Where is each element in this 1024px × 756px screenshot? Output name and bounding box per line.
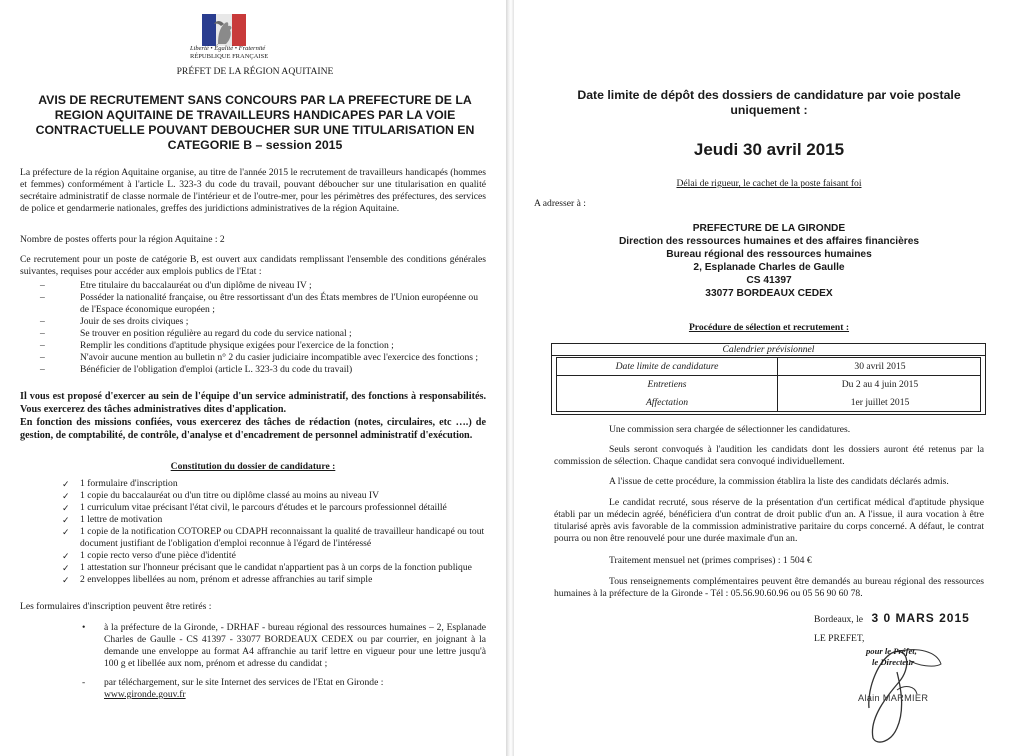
condition-item: – Jouir de ses droits civiques ; — [40, 316, 189, 327]
calendar-row — [557, 358, 980, 376]
piece-item: ✓ 1 copie de la notification COTOREP ou CDAPH reconnaissant la qualité de travailleur handicapé ou tout document justifiant de l'obligation d'emploi reconnue à l'égard de l'intéressé — [62, 526, 485, 549]
checkmark-icon: ✓ — [62, 575, 70, 585]
signature-date — [814, 612, 1014, 626]
condition-item: – Remplir les conditions d'aptitude physique exigées pour l'exercice de la fonction ; — [40, 340, 394, 351]
dash-icon: – — [40, 328, 45, 339]
right-page — [514, 0, 1024, 756]
dossier-heading: Constitution du dossier de candidature : — [170, 461, 336, 472]
checkmark-icon: ✓ — [62, 527, 70, 537]
prefet-heading: PRÉFET DE LA RÉGION AQUITAINE — [176, 66, 334, 77]
piece-item: ✓ 1 copie du baccalauréat ou d'un titre ou diplôme classé au moins au niveau IV — [62, 490, 380, 501]
admission-text: A l'issue de cette procédure, la commission établira la liste des candidats déclarés admis. — [609, 476, 949, 487]
logo-motto: Liberté • Égalité • Fraternité — [190, 45, 266, 52]
calendar-title: Calendrier prévisionnel — [722, 344, 815, 355]
dash-icon: – — [40, 316, 45, 327]
deadline-title: Date limite de dépôt des dossiers de candidature par voie postale uniquement : — [577, 88, 961, 117]
checkmark-icon: ✓ — [62, 479, 70, 489]
notice-title: AVIS DE RECRUTEMENT SANS CONCOURS PAR LA PREFECTURE DE LA REGION AQUITAINE DE TRAVAILLEURS HANDICAPES PAR LA VOIE CONTRACTUELLE POUVANT DEBOUCHER SUR UNE TITULARISATION EN CATEGORIE B – session 2015 — [35, 93, 475, 152]
condition-item: – N'avoir aucune mention au bulletin n° 2 du casier judiciaire incompatible avec l'exercice des fonctions ; — [40, 352, 479, 363]
recruitment-lead: Ce recrutement pour un poste de catégorie B, est ouvert aux candidats remplissant l'ensemble des conditions générales suivantes, requises pour accéder aux emplois publics de l'Etat : — [20, 254, 486, 277]
deadline-note: Délai de rigueur, le cachet de la poste faisant foi — [676, 178, 862, 189]
pieces-list — [20, 478, 486, 586]
contract-text: Le candidat recruté, sous réserve de la présentation d'un certificat médical d'aptitude physique établi par un médecin agréé, bénéficiera d'un contrat de droit public d'un an. A l'issue, il aura vocation à être titularisé après avis favorable de la commission administrative paritaire du corps concerné. A défaut, le contrat pourra ou non être renouvelé pour une durée maximale d'un an. — [554, 497, 984, 544]
calendar-label: Entretiens — [647, 379, 687, 390]
calendar-label: Affectation — [645, 397, 689, 408]
marianne-logo-icon — [202, 14, 246, 46]
condition-item: – Bénéficier de l'obligation d'emploi (article L. 323-3 du code du travail) — [40, 364, 353, 375]
website-link[interactable]: www.gironde.gouv.fr — [104, 689, 186, 700]
audition-text: Seuls seront convoqués à l'audition les candidats dont les dossiers auront été retenus par la commission de sélection. Chaque candidat sera convoqué individuellement. — [554, 444, 984, 467]
condition-item: – Se trouver en position régulière au regard du code du service national ; — [40, 328, 352, 339]
job-description-p2: En fonction des missions confiées, vous exercerez des tâches de rédaction (notes, circulaires, etc ….) de gestion, de comptabilité, de contrôle, d'analyse et d'encadrement de personnel administratif d'exécution. — [20, 417, 486, 441]
calendar-header — [552, 344, 985, 356]
retrait-item-download: - par téléchargement, sur le site Internet des services de l'Etat en Gironde : www.gironde.gouv.fr — [82, 677, 384, 700]
calendar-body — [556, 357, 981, 412]
positions-count: Nombre de postes offerts pour la région Aquitaine : 2 — [20, 234, 225, 245]
address-block — [554, 222, 984, 300]
piece-item: ✓ 2 enveloppes libellées au nom, prénom et adresse affranchies au tarif simple — [62, 574, 373, 585]
logo-republique: RÉPUBLIQUE FRANÇAISE — [190, 53, 269, 60]
job-description — [20, 390, 486, 442]
address-line: PREFECTURE DE LA GIRONDE — [692, 223, 846, 234]
address-lead: A adresser à : — [534, 198, 586, 209]
piece-item: ✓ 1 copie recto verso d'une pièce d'identité — [62, 550, 236, 561]
dash-icon: – — [40, 292, 45, 303]
calendar-label: Date limite de candidature — [615, 361, 719, 372]
address-line: 2, Esplanade Charles de Gaulle — [693, 262, 845, 273]
deadline-date: Jeudi 30 avril 2015 — [693, 140, 845, 159]
calendar-value: Du 2 au 4 juin 2015 — [841, 379, 919, 390]
address-line: Bureau régional des ressources humaines — [666, 249, 872, 260]
calendar-value: 1er juillet 2015 — [850, 397, 910, 408]
calendar-table — [551, 343, 986, 415]
bullet-icon: • — [82, 622, 86, 633]
delegation-line: pour le Préfet, — [866, 646, 917, 656]
piece-item: ✓ 1 curriculum vitae précisant l'état civil, le parcours d'études et le parcours professionnel détaillé — [62, 502, 447, 513]
intro-paragraph: La préfecture de la région Aquitaine organise, au titre de l'année 2015 le recrutement de travailleurs handicapés (hommes et femmes) conformément à l'article L. 323-3 du code du travail, pouvant déboucher sur une titularisation en qualité secrétaire administratif de classe normale de l'intérieur et de l'outre-mer, pour les périmètres des préfectures, des services de police et gendarmerie nationales, greffes des juridictions administratives de la région Aquitaine. — [20, 167, 486, 214]
dash-icon: – — [40, 280, 45, 291]
forms-lead: Les formulaires d'inscription peuvent être retirés : — [20, 601, 212, 612]
retrait-list — [20, 622, 486, 701]
checkmark-icon: ✓ — [62, 515, 70, 525]
dash-icon: – — [40, 352, 45, 363]
left-page — [0, 0, 506, 756]
bullet-icon: - — [82, 677, 86, 688]
job-description-p1: Il vous est proposé d'exercer au sein de l'équipe d'un service administratif, des fonctions à responsabilités. Vous exercerez des tâches administratives dites d'application. — [20, 391, 486, 415]
calendar-row — [557, 394, 980, 412]
piece-item: ✓ 1 lettre de motivation — [62, 514, 163, 525]
address-line: CS 41397 — [746, 275, 792, 286]
retrait-item-prefecture: • à la préfecture de la Gironde, - DRHAF - bureau régional des ressources humaines – 2, Esplanade Charles de Gaulle - CS 41397 - 33077 BORDEAUX CEDEX ou par courrier, en joignant à la demande une enveloppe au format A4 affranchie au tarif lettre en vigueur pour une lettre jusqu'à 100 g et libellée aux nom, prénom et adresse du candidat ; — [82, 622, 486, 669]
address-line: Direction des ressources humaines et des affaires financières — [618, 236, 920, 247]
logo-caption — [190, 45, 320, 61]
address-line: 33077 BORDEAUX CEDEX — [705, 288, 833, 299]
checkmark-icon: ✓ — [62, 551, 70, 561]
contact-text: Tous renseignements complémentaires peuvent être demandés au bureau régional des ressources humaines à la préfecture de la Gironde - Tél : 05.56.90.60.96 ou 05 56 90 60 78. — [554, 576, 984, 599]
dash-icon: – — [40, 364, 45, 375]
calendar-value: 30 avril 2015 — [854, 361, 906, 372]
prefet-label: LE PREFET, — [814, 633, 865, 644]
date-stamp: 3 0 MARS 2015 — [871, 611, 970, 625]
calendar-row — [557, 376, 980, 394]
director-line: le Directeur — [872, 657, 915, 667]
signatory-name: Alain MARMIER — [858, 693, 929, 703]
piece-item: ✓ 1 formulaire d'inscription — [62, 478, 178, 489]
condition-item: – Etre titulaire du baccalauréat ou d'un diplôme de niveau IV ; — [40, 280, 312, 291]
dash-icon: – — [40, 340, 45, 351]
checkmark-icon: ✓ — [62, 503, 70, 513]
checkmark-icon: ✓ — [62, 563, 70, 573]
place-label: Bordeaux, le — [814, 614, 864, 625]
procedure-heading: Procédure de sélection et recrutement : — [688, 322, 850, 333]
commission-text: Une commission sera chargée de sélectionner les candidatures. — [609, 424, 851, 435]
checkmark-icon: ✓ — [62, 491, 70, 501]
piece-item: ✓ 1 attestation sur l'honneur précisant que le candidat n'appartient pas à un corps de la fonction publique — [62, 562, 472, 573]
salary-text: Traitement mensuel net (primes comprises) : 1 504 € — [609, 555, 812, 566]
conditions-list — [20, 280, 486, 376]
condition-item: – Posséder la nationalité française, ou être ressortissant d'un des États membres de l'Union européenne ou de l'Espace économique européen ; — [40, 292, 479, 315]
